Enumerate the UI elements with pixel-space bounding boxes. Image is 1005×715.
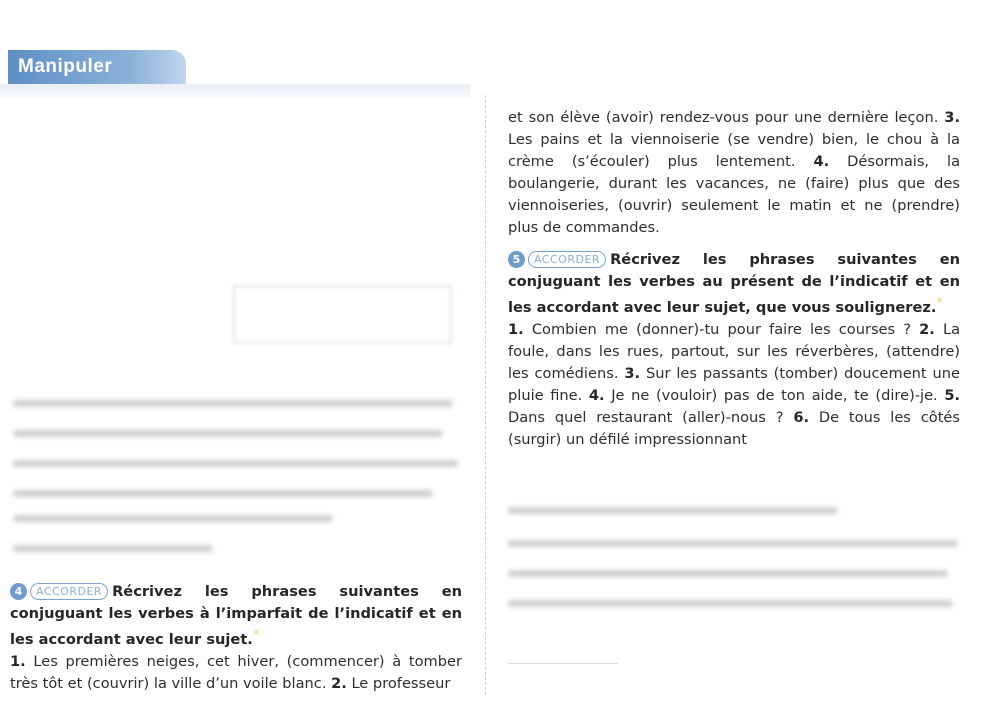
blurred-box — [233, 285, 452, 344]
blurred-line — [13, 515, 333, 522]
item-number: 4. — [588, 387, 605, 404]
item-number: 1. — [508, 321, 524, 338]
column-separator — [485, 95, 486, 695]
item-text: Le professeur — [351, 675, 451, 692]
cont-text: et son élève (avoir) rendez-vous pour une dernière leçon. — [508, 109, 939, 126]
item-text: Les premières neiges, cet hiver, (commencer) à tomber très tôt et (couvrir) la ville d’un voile blanc. — [10, 653, 463, 692]
item-number: 2. — [919, 321, 935, 338]
exercise-instruction: Récrivez les phrases suivantes en conjuguant les verbes au présent de l’indicatif et en les accordant avec leur sujet, que vous soulignerez. — [508, 251, 960, 316]
item-text: Sur les passants (tomber) doucement une pluie fine. — [508, 365, 961, 404]
blurred-content-right — [500, 495, 970, 685]
exercise4-continuation — [508, 107, 960, 239]
right-column — [508, 107, 960, 451]
item-number: 6. — [793, 409, 810, 426]
exercise4-items — [10, 651, 462, 695]
left-column — [10, 581, 462, 695]
item-text: Dans quel restaurant (aller)-nous ? — [508, 409, 784, 426]
exercise4 — [10, 581, 462, 651]
blurred-line — [13, 400, 453, 407]
item-number: 1. — [10, 653, 26, 670]
blurred-line — [13, 490, 433, 497]
exercise-number-badge: 5 — [508, 251, 525, 268]
difficulty-star-icon: * — [252, 628, 260, 643]
item-number: 3. — [624, 365, 641, 382]
item-text: Les pains et la viennoiserie (se vendre) bien, le chou à la crème (s’écouler) plus lentement. — [508, 131, 960, 170]
item-number: 5. — [944, 387, 961, 404]
item-text: La foule, dans les rues, partout, sur les réverbères, (attendre) les comédiens. — [508, 321, 961, 382]
divider — [508, 663, 618, 664]
header-rule — [0, 84, 470, 98]
item-text: Combien me (donner)-tu pour faire les courses ? — [531, 321, 911, 338]
difficulty-star-icon: * — [936, 296, 943, 311]
item-number: 2. — [331, 675, 347, 692]
section-title: Manipuler — [18, 56, 113, 77]
blurred-line — [508, 507, 838, 514]
exercise-instruction: Récrivez les phrases suivantes en conjuguant les verbes à l’imparfait de l’indicatif et en les accordant avec leur sujet. — [10, 583, 462, 648]
blurred-line — [13, 430, 443, 437]
blurred-line — [508, 600, 953, 607]
item-text: Désormais, la boulangerie, durant les vacances, ne (faire) plus que des viennoiseries, (ouvrir) seulement le matin et ne (prendre) plus de commandes. — [508, 153, 961, 236]
exercise-tag: ACCORDER — [30, 583, 108, 600]
blurred-content-left — [8, 100, 463, 560]
blurred-line — [508, 570, 948, 577]
blurred-line — [13, 545, 213, 552]
item-number: 4. — [813, 153, 830, 170]
item-text: Je ne (vouloir) pas de ton aide, te (dire)-je. — [611, 387, 938, 404]
exercise-tag: ACCORDER — [528, 251, 606, 268]
blurred-line — [508, 540, 958, 547]
item-number: 3. — [944, 109, 960, 126]
blurred-line — [13, 460, 458, 467]
item-text: De tous les côtés (surgir) un défilé impressionnant — [508, 409, 961, 448]
exercise-number-badge: 4 — [10, 583, 27, 600]
exercise5 — [508, 249, 960, 319]
exercise5-items — [508, 319, 960, 451]
